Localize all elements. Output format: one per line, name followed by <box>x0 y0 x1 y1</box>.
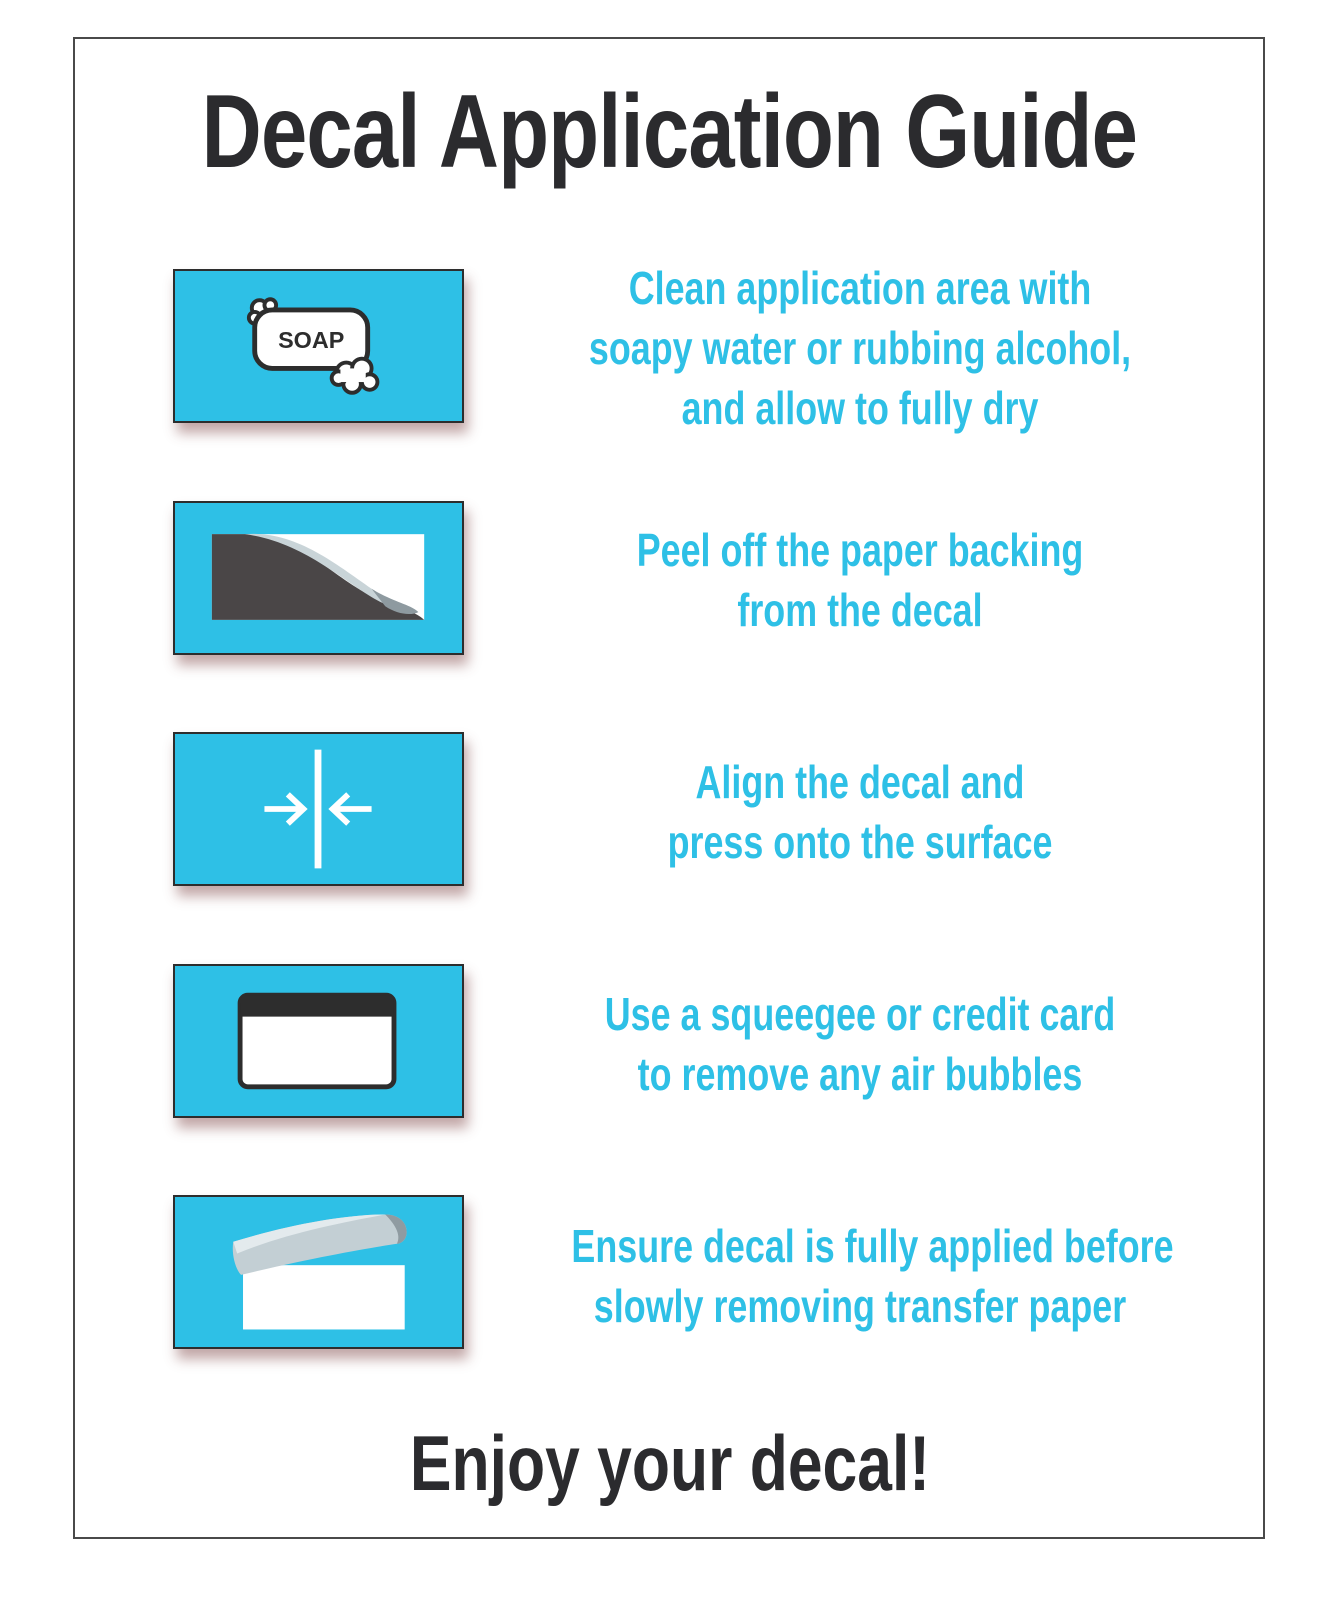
step-1-line-1: Clean application area with <box>628 262 1092 314</box>
step-2-text <box>571 520 1148 640</box>
credit-card-icon <box>175 966 462 1116</box>
align-press-icon <box>175 734 462 884</box>
step-3-text <box>571 752 1148 872</box>
step-2-line-2: from the decal <box>737 584 983 636</box>
step-4-line-1: Use a squeegee or credit card <box>604 988 1116 1040</box>
step-4-text <box>571 984 1148 1104</box>
transfer-paper-icon <box>175 1197 462 1347</box>
step-1-line-2: soapy water or rubbing alcohol, <box>588 322 1132 374</box>
soap-label: SOAP <box>278 326 345 353</box>
step-4-icon-card <box>173 964 464 1118</box>
step-2-line-1: Peel off the paper backing <box>636 524 1084 576</box>
step-1-text <box>571 258 1148 438</box>
step-3-line-1: Align the decal and <box>695 756 1025 808</box>
step-3-line-2: press onto the surface <box>667 816 1053 868</box>
step-5-icon-card <box>173 1195 464 1349</box>
step-5-line-2: slowly removing transfer paper <box>593 1280 1127 1332</box>
soap-icon <box>175 271 462 421</box>
peel-backing-icon <box>175 503 462 653</box>
step-1-line-3: and allow to fully dry <box>681 382 1039 434</box>
step-3-icon-card <box>173 732 464 886</box>
step-4-line-2: to remove any air bubbles <box>637 1048 1083 1100</box>
step-2-icon-card <box>173 501 464 655</box>
step-5-line-1: Ensure decal is fully applied before <box>571 1220 1174 1272</box>
step-1-icon-card <box>173 269 464 423</box>
page-title: Decal Application Guide <box>201 74 1138 190</box>
step-5-text <box>571 1216 1174 1336</box>
footer-message: Enjoy your decal! <box>409 1419 931 1507</box>
